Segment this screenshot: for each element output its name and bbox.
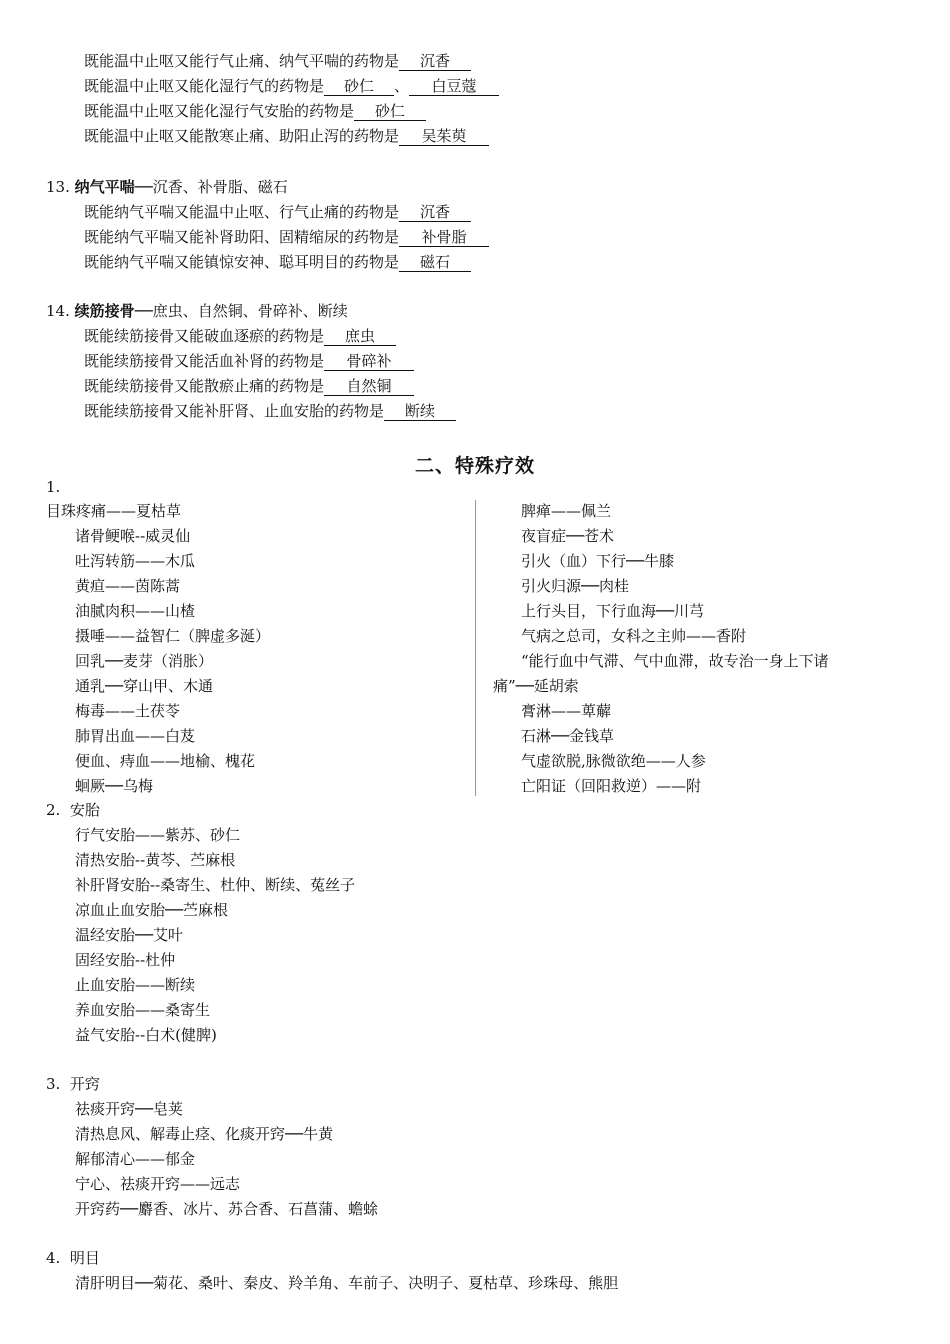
- answer-blank: 沉香: [399, 52, 471, 71]
- list-heading: 3. 开窍: [46, 1075, 100, 1093]
- list-item: 油腻肉积——山楂: [75, 602, 196, 620]
- answer-blank: 断续: [384, 402, 456, 421]
- q-line: 既能纳气平喘又能补肾助阳、固精缩尿的药物是 补骨脂: [84, 227, 489, 247]
- list-item: 通乳──穿山甲、木通: [75, 677, 214, 695]
- list-item: 蛔厥──乌梅: [75, 777, 154, 795]
- answer-blank: 吴茱萸: [399, 127, 489, 146]
- list-item: 石淋──金钱草: [521, 727, 615, 745]
- list-item: 黄疸——茵陈蒿: [75, 577, 181, 595]
- list-heading: 4. 明目: [46, 1249, 100, 1267]
- section-title: 二、特殊疗效: [414, 455, 535, 477]
- answer-blank: 骨碎补: [324, 352, 414, 371]
- column-divider: [475, 500, 476, 796]
- list-item: 清肝明目──菊花、桑叶、秦皮、羚羊角、车前子、决明子、夏枯草、珍珠母、熊胆: [75, 1274, 619, 1292]
- list-item: 益气安胎--白术(健脾): [75, 1026, 217, 1044]
- list-item: 吐泻转筋——木瓜: [75, 552, 196, 570]
- list-item: 气虚欲脱,脉微欲绝——人参: [521, 752, 706, 770]
- answer-blank: 白豆蔻: [409, 77, 499, 96]
- list-item: 梅毒——土茯苓: [75, 702, 181, 720]
- list-item: 固经安胎--杜仲: [75, 951, 176, 969]
- list-item: 膏淋——萆薢: [521, 702, 612, 720]
- list-item: 引火（血）下行──牛膝: [521, 552, 675, 570]
- q-line: 既能纳气平喘又能镇惊安神、聪耳明目的药物是 磁石: [84, 252, 471, 272]
- q-line: 既能温中止呕又能化湿行气安胎的药物是 砂仁: [84, 101, 426, 121]
- list-item: 解郁清心——郁金: [75, 1150, 196, 1168]
- answer-blank: 砂仁: [324, 77, 394, 96]
- answer-blank: 补骨脂: [399, 228, 489, 247]
- answer-blank: 磁石: [399, 253, 471, 272]
- list-item: 开窍药──麝香、冰片、苏合香、石菖蒲、蟾蜍: [75, 1200, 379, 1218]
- q-line: 既能续筋接骨又能散瘀止痛的药物是 自然铜: [84, 376, 414, 396]
- q-line: 既能温中止呕又能散寒止痛、助阳止泻的药物是 吴茱萸: [84, 126, 489, 146]
- list-number: 1.: [46, 478, 61, 496]
- list-item: 诸骨鲠喉--威灵仙: [75, 527, 191, 545]
- q-line: 既能温中止呕又能化湿行气的药物是 砂仁 、 白豆蔻: [84, 76, 499, 96]
- list-item: 夜盲症──苍术: [521, 527, 615, 545]
- list-item: 温经安胎──艾叶: [75, 926, 184, 944]
- list-item: 便血、痔血——地榆、槐花: [75, 752, 256, 770]
- list-item: 肺胃出血——白芨: [75, 727, 196, 745]
- list-item: 脾瘅——佩兰: [521, 502, 612, 520]
- list-item: 回乳──麦芽（消胀）: [75, 652, 214, 670]
- q-line: 既能续筋接骨又能补肝肾、止血安胎的药物是 断续: [84, 401, 456, 421]
- list-item: 养血安胎——桑寄生: [75, 1001, 211, 1019]
- answer-blank: 自然铜: [324, 377, 414, 396]
- section-heading: 13. 纳气平喘──沉香、补骨脂、磁石: [46, 178, 288, 196]
- list-item: 祛痰开窍──皂荚: [75, 1100, 184, 1118]
- answer-blank: 庶虫: [324, 327, 396, 346]
- q-line: 既能续筋接骨又能破血逐瘀的药物是 庶虫: [84, 326, 396, 346]
- list-item: 凉血止血安胎──苎麻根: [75, 901, 229, 919]
- list-item: 补肝肾安胎--桑寄生、杜仲、断续、菟丝子: [75, 876, 356, 894]
- list-item: 清热息风、解毒止痉、化痰开窍──牛黄: [75, 1125, 334, 1143]
- list-item: 上行头目，下行血海──川芎: [521, 602, 705, 620]
- answer-blank: 砂仁: [354, 102, 426, 121]
- q-line: 既能续筋接骨又能活血补肾的药物是 骨碎补: [84, 351, 414, 371]
- list-heading: 2. 安胎: [46, 801, 100, 819]
- list-item: 清热安胎--黄芩、苎麻根: [75, 851, 236, 869]
- list-item: 痛”──延胡索: [493, 677, 579, 695]
- q-line: 既能温中止呕又能行气止痛、纳气平喘的药物是 沉香: [84, 51, 471, 71]
- list-item: 摄唾——益智仁（脾虚多涎）: [75, 627, 271, 645]
- list-item: 亡阳证（回阳救逆）——附: [521, 777, 702, 795]
- list-item: 宁心、祛痰开窍——远志: [75, 1175, 241, 1193]
- list-item: 目珠疼痛——夏枯草: [46, 502, 182, 520]
- section-heading: 14. 续筋接骨──庶虫、自然铜、骨碎补、断续: [46, 302, 348, 320]
- q-line: 既能纳气平喘又能温中止呕、行气止痛的药物是 沉香: [84, 202, 471, 222]
- list-item: 气病之总司，女科之主帅——香附: [521, 627, 747, 645]
- list-item: “能行血中气滞、气中血滞，故专治一身上下诸: [521, 652, 829, 670]
- list-item: 止血安胎——断续: [75, 976, 196, 994]
- list-item: 行气安胎——紫苏、砂仁: [75, 826, 241, 844]
- answer-blank: 沉香: [399, 203, 471, 222]
- list-item: 引火归源──肉桂: [521, 577, 630, 595]
